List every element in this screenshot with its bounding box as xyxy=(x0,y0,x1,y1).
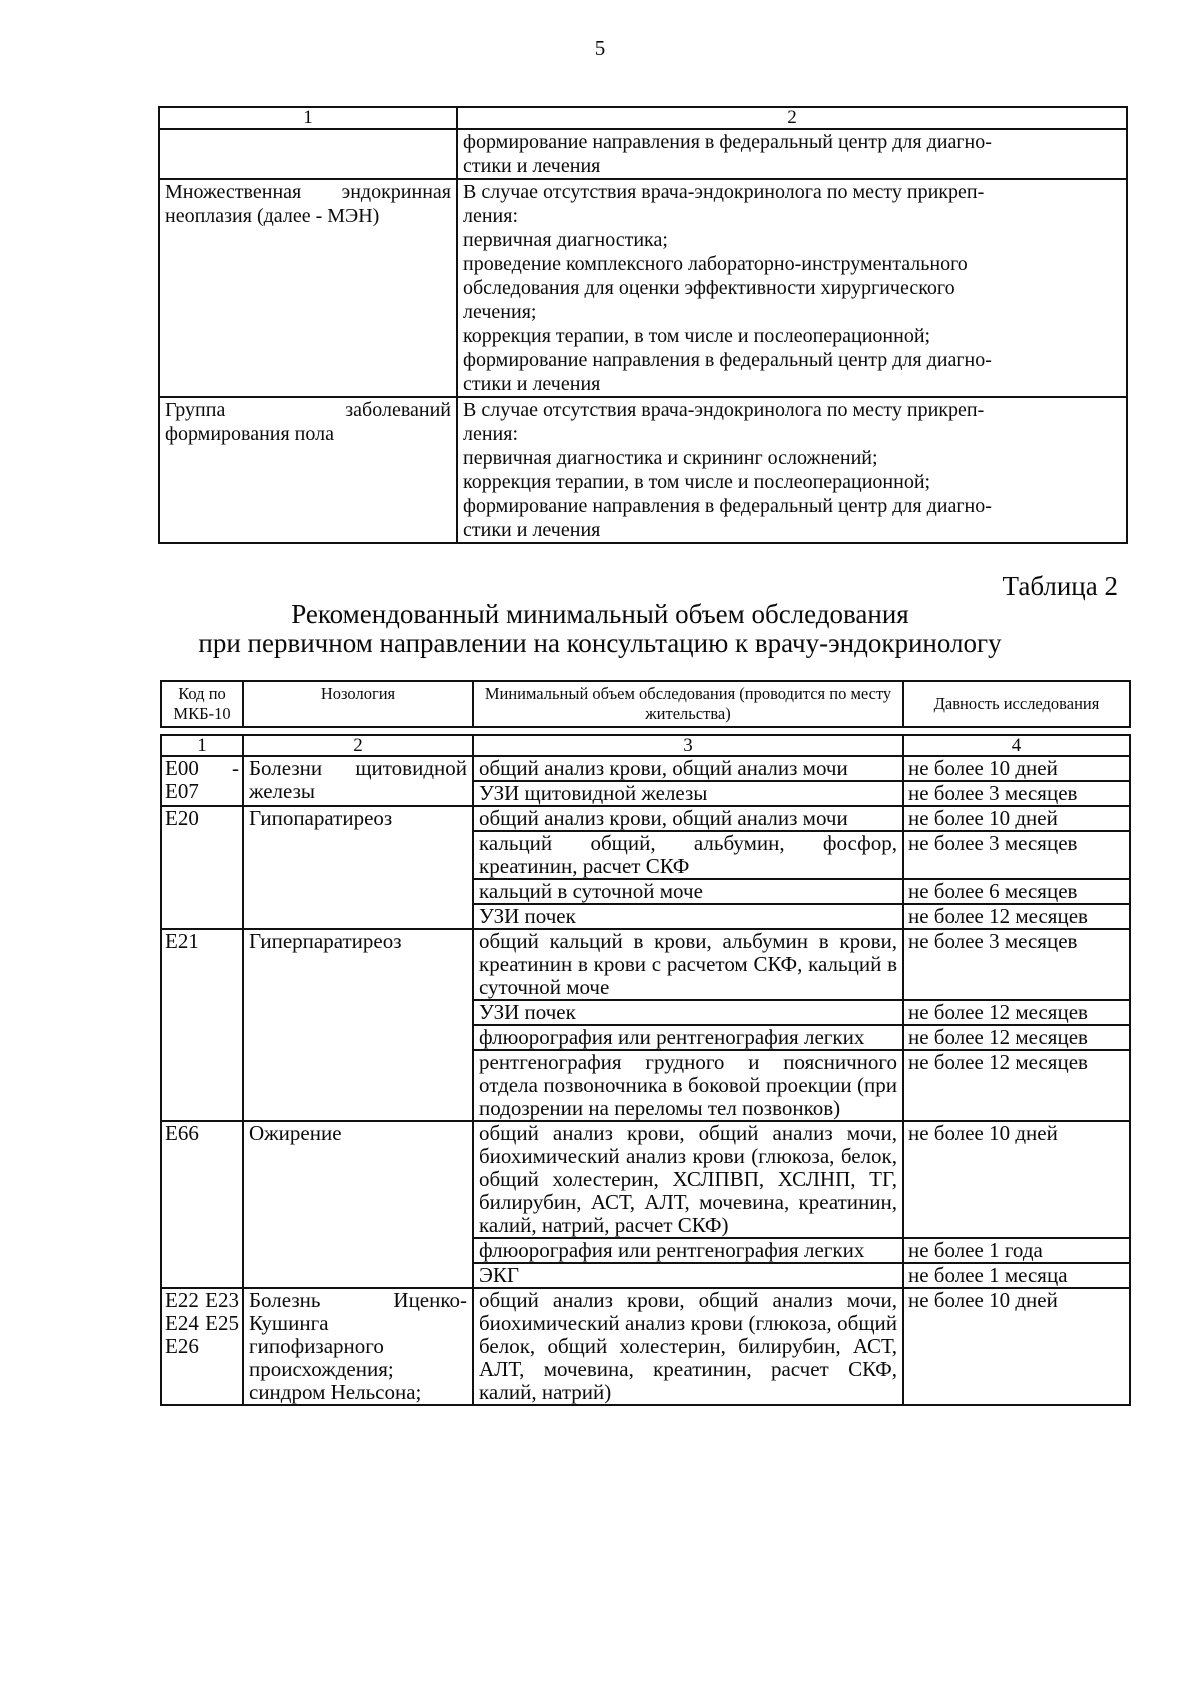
table-1-row xyxy=(159,179,1127,397)
table-2-row xyxy=(161,756,1130,781)
table-2 xyxy=(160,680,1131,1406)
table-1 xyxy=(158,106,1128,544)
table-2-row xyxy=(161,1121,1130,1238)
table-1-description-line: первичная диагностика; xyxy=(463,229,668,251)
nosology-cell: Болезнь Иценко-Кушинга гипофизарного происхождения; синдром Нельсона; xyxy=(243,1288,473,1405)
exam-age-cell: не более 3 месяцев xyxy=(903,929,1130,1000)
table-1-description-line: ления: xyxy=(463,423,519,445)
table-2-number-cell: 1 xyxy=(161,735,243,756)
table-1-description-cell xyxy=(457,129,1127,179)
exam-cell: УЗИ почек xyxy=(473,904,903,929)
table-1-description-line: стики и лечения xyxy=(463,373,601,395)
icd-code-cell: E20 xyxy=(161,806,243,929)
table-2-number-row xyxy=(161,735,1130,756)
table-2-row xyxy=(161,806,1130,831)
nosology-cell: Гиперпаратиреоз xyxy=(243,929,473,1121)
exam-cell: общий анализ крови, общий анализ мочи xyxy=(473,756,903,781)
icd-code-cell: E22 E23 E24 E25 E26 xyxy=(161,1288,243,1405)
table-2-title-line-2: при первичном направлении на консультацию к врачу-эндокринологу xyxy=(198,628,1002,658)
table-1-description-line: обследования для оценки эффективности хирургического xyxy=(463,277,955,299)
exam-cell: УЗИ щитовидной железы xyxy=(473,781,903,806)
table-1-description-line: первичная диагностика и скрининг осложнений; xyxy=(463,447,878,469)
table-1-description-cell xyxy=(457,397,1127,543)
exam-cell: кальций общий, альбумин, фосфор, креатинин, расчет СКФ xyxy=(473,831,903,879)
table-1-description-line: коррекция терапии, в том числе и послеоперационной; xyxy=(463,325,931,347)
table-1-description-cell xyxy=(457,179,1127,397)
table-1-description-line: коррекция терапии, в том числе и послеоперационной; xyxy=(463,471,931,493)
table-2-row xyxy=(161,1288,1130,1405)
nosology-cell: Гипопаратиреоз xyxy=(243,806,473,929)
exam-age-cell: не более 10 дней xyxy=(903,756,1130,781)
exam-cell: общий анализ крови, общий анализ мочи, биохимический анализ крови (глюкоза, общий белок, общий холестерин, билирубин, АСТ, АЛТ, мочевина, креатинин, расчет СКФ, калий, натрий) xyxy=(473,1288,903,1405)
exam-cell: флюорография или рентгенография легких xyxy=(473,1025,903,1050)
exam-age-cell: не более 10 дней xyxy=(903,1121,1130,1238)
table-2-number-cell: 4 xyxy=(903,735,1130,756)
exam-cell: общий анализ крови, общий анализ мочи, биохимический анализ крови (глюкоза, белок, общий холестерин, ХСЛПВП, ХСЛНП, ТГ, билирубин, АСТ, АЛТ, мочевина, креатинин, калий, натрий, расчет СКФ) xyxy=(473,1121,903,1238)
table-1-row xyxy=(159,129,1127,179)
table-1-row xyxy=(159,397,1127,543)
exam-age-cell: не более 10 дней xyxy=(903,1288,1130,1405)
table-2-row xyxy=(161,929,1130,1000)
table-2-header-cell: Минимальный объем обследования (проводится по месту жительства) xyxy=(473,681,903,727)
exam-cell: рентгенография грудного и поясничного отдела позвоночника в боковой проекции (при подозрении на переломы тел позвонков) xyxy=(473,1050,903,1121)
exam-age-cell: не более 3 месяцев xyxy=(903,831,1130,879)
table-1-nosology-cell xyxy=(159,129,457,179)
table-1-description-line: В случае отсутствия врача-эндокринолога по месту прикреп- xyxy=(463,399,985,421)
table-1-description-line: ления: xyxy=(463,205,519,227)
table-2-header-cell: Нозология xyxy=(243,681,473,727)
table-1-description-line: формирование направления в федеральный центр для диагно- xyxy=(463,349,992,371)
table-1-description-line: формирование направления в федеральный центр для диагно- xyxy=(463,131,992,153)
table-2-header-row xyxy=(161,681,1130,727)
table-1-description-line: формирование направления в федеральный центр для диагно- xyxy=(463,495,992,517)
icd-code-cell: E66 xyxy=(161,1121,243,1288)
table-2-number-cell: 3 xyxy=(473,735,903,756)
table-1-body xyxy=(159,129,1127,543)
table-2-number-cell: 2 xyxy=(243,735,473,756)
exam-cell: общий кальций в крови, альбумин в крови, креатинин в крови с расчетом СКФ, кальций в суточной моче xyxy=(473,929,903,1000)
exam-cell: УЗИ почек xyxy=(473,1000,903,1025)
table-1-nosology-cell: Множественная эндокринная неоплазия (далее - МЭН) xyxy=(159,179,457,397)
table-2-body xyxy=(161,756,1130,1405)
exam-cell: общий анализ крови, общий анализ мочи xyxy=(473,806,903,831)
exam-age-cell: не более 12 месяцев xyxy=(903,1025,1130,1050)
table-2-header-cell: Код по МКБ-10 xyxy=(161,681,243,727)
table-2-header-cell: Давность исследования xyxy=(903,681,1130,727)
icd-code-cell: E00 - E07 xyxy=(161,756,243,806)
exam-age-cell: не более 12 месяцев xyxy=(903,1000,1130,1025)
table-1-nosology-cell: Группа заболеваний формирования пола xyxy=(159,397,457,543)
exam-age-cell: не более 1 года xyxy=(903,1238,1130,1263)
page-number: 5 xyxy=(594,36,606,60)
exam-age-cell: не более 10 дней xyxy=(903,806,1130,831)
table-1-description-line: В случае отсутствия врача-эндокринолога по месту прикреп- xyxy=(463,181,985,203)
table-1-description-line: проведение комплексного лабораторно-инструментального xyxy=(463,253,968,275)
table-2-title-line-1: Рекомендованный минимальный объем обследования xyxy=(291,599,909,629)
exam-age-cell: не более 3 месяцев xyxy=(903,781,1130,806)
exam-age-cell: не более 12 месяцев xyxy=(903,1050,1130,1121)
table-1-header-row xyxy=(159,107,1127,129)
exam-cell: флюорография или рентгенография легких xyxy=(473,1238,903,1263)
table-1-description-line: лечения; xyxy=(463,301,537,323)
exam-age-cell: не более 6 месяцев xyxy=(903,879,1130,904)
table-1-description-line: стики и лечения xyxy=(463,519,601,541)
exam-cell: ЭКГ xyxy=(473,1263,903,1288)
table-1-header-cell: 1 xyxy=(159,107,457,129)
table-1-description-line: стики и лечения xyxy=(463,155,601,177)
nosology-cell: Болезни щитовидной железы xyxy=(243,756,473,806)
exam-age-cell: не более 12 месяцев xyxy=(903,904,1130,929)
table-2-label: Таблица 2 xyxy=(1002,571,1118,601)
exam-cell: кальций в суточной моче xyxy=(473,879,903,904)
nosology-cell: Ожирение xyxy=(243,1121,473,1288)
exam-age-cell: не более 1 месяца xyxy=(903,1263,1130,1288)
icd-code-cell: E21 xyxy=(161,929,243,1121)
table-1-header-cell: 2 xyxy=(457,107,1127,129)
